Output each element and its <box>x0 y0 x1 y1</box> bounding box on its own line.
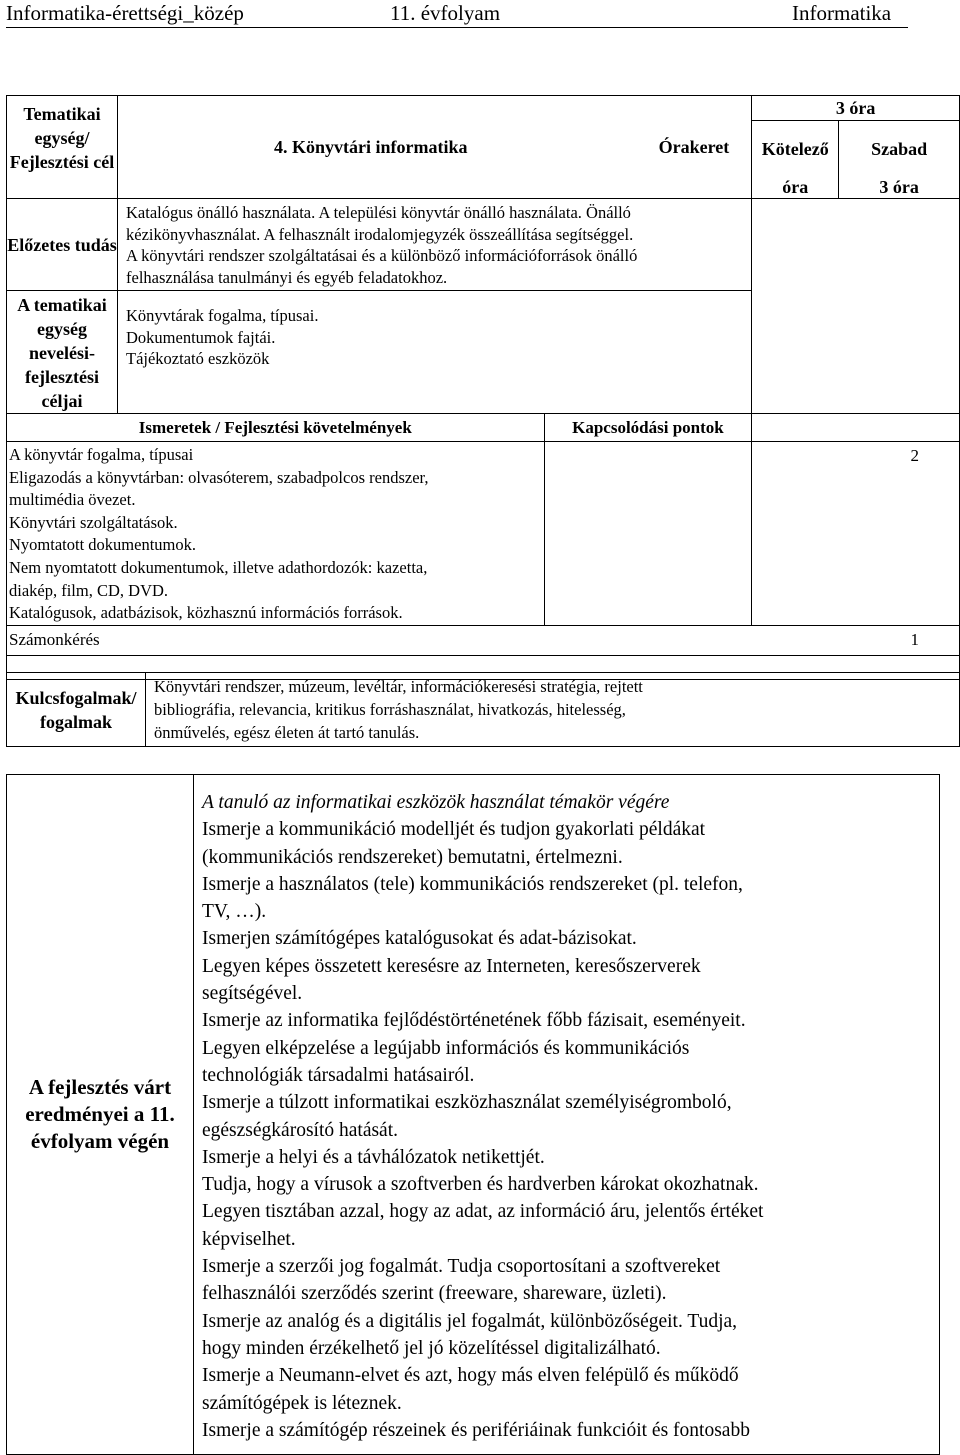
content-col2-header: Kapcsolódási pontok <box>544 414 752 442</box>
content-line: Katalógusok, adatbázisok, közhasznú információs források. <box>9 603 403 623</box>
result-line: TV, …). <box>202 901 267 923</box>
unit-title-cell <box>118 96 752 199</box>
unit-title: 4. Könyvtári informatika <box>274 136 468 157</box>
keywords-table <box>6 672 960 747</box>
blank-hours-cell <box>752 199 960 414</box>
result-line: számítógépek is léteznek. <box>202 1392 402 1414</box>
goals-text-cell <box>118 291 752 414</box>
header-center: 11. évfolyam <box>390 1 501 25</box>
kotelezo-unit: óra <box>782 177 809 197</box>
result-line: Tudja, hogy a vírusok a szoftverben és hardverben károkat okozhatnak. <box>202 1174 759 1196</box>
header-right: Informatika <box>792 1 892 25</box>
results-table <box>6 774 940 1455</box>
prior-line: A könyvtári rendszer szolgáltatásai és a különböző információforrások önálló <box>126 246 638 265</box>
result-line: Ismerje a számítógép részeinek és perifériáinak funkcióit és fontosabb <box>202 1419 750 1441</box>
content-line: diakép, film, CD, DVD. <box>9 580 169 600</box>
result-line: Legyen elképzelése a legújabb információs és kommunikációs <box>202 1037 690 1059</box>
goals-label: A tematikai egység nevelési-fejlesztési céljai <box>17 295 107 411</box>
result-line: hogy minden érzékelhető jel jó közelítéssel digitalizálható. <box>202 1337 661 1359</box>
prior-label-cell <box>7 199 118 291</box>
result-line: Ismerje a Neumann-elvet és azt, hogy más elven felépülő és működő <box>202 1365 739 1387</box>
unit-label-cell <box>7 96 118 199</box>
content-line: Nem nyomtatott dokumentumok, illetve adathordozók: kazetta, <box>9 557 428 577</box>
result-line: Ismerje a szerzői jog fogalmát. Tudja csoportosítani a szoftvereket <box>202 1256 721 1278</box>
content-text-cell <box>7 442 545 626</box>
content-hours: 2 <box>752 442 960 626</box>
keywords-label-cell <box>7 673 146 747</box>
keyword-line: Könyvtári rendszer, múzeum, levéltár, információkeresési stratégia, rejtett <box>154 677 643 696</box>
content-line: multimédia övezet. <box>9 490 136 510</box>
result-line: Ismerje a helyi és a távhálózatok netikettjét. <box>202 1146 545 1168</box>
exam-hours: 1 <box>752 625 960 655</box>
blank-cell <box>752 414 960 442</box>
goal-line: Tájékoztató eszközök <box>126 349 270 368</box>
result-line: felhasználói szerződés szerint (freeware, shareware, üzleti). <box>202 1283 667 1305</box>
results-text-cell <box>194 775 940 1455</box>
content-line: A könyvtár fogalma, típusai <box>9 445 194 464</box>
szabad-label: Szabad <box>871 139 928 159</box>
kotelezo-label: Kötelező <box>761 139 829 159</box>
result-line: technológiák társadalmi hatásairól. <box>202 1064 475 1086</box>
orakeret-label: Órakeret <box>658 136 730 157</box>
results-label: A fejlesztés várt eredményei a 11. évfolyam végén <box>25 1075 175 1153</box>
result-line: egészségkárosító hatását. <box>202 1119 399 1141</box>
result-line: segítségével. <box>202 983 303 1005</box>
prior-text-cell <box>118 199 752 291</box>
content-line: Eligazodás a könyvtárban: olvasóterem, szabadpolcos rendszer, <box>9 467 429 487</box>
prior-line: felhasználása tanulmányi és egyéb feladatokhoz. <box>126 267 448 287</box>
result-line: Ismerje az analóg és a digitális jel fogalmát, különbözőségeit. Tudja, <box>202 1310 738 1332</box>
result-line: képviselhet. <box>202 1228 296 1250</box>
unit-table <box>6 95 960 680</box>
goal-line: Könyvtárak fogalma, típusai. <box>126 306 319 325</box>
unit-label: Tematikai egység/ Fejlesztési cél <box>9 104 115 172</box>
exam-label: Számonkérés <box>7 625 752 655</box>
content-line: Könyvtári szolgáltatások. <box>9 512 178 532</box>
result-line: Ismerjen számítógépes katalógusokat és adat-bázisokat. <box>202 928 637 950</box>
szabad-value: 3 óra <box>879 177 919 197</box>
results-heading: A tanuló az informatikai eszközök használat témakör végére <box>202 792 670 813</box>
result-line: Ismerje a használatos (tele) kommunikációs rendszereket (pl. telefon, <box>202 873 743 895</box>
header-rule <box>6 27 908 28</box>
prior-line: Katalógus önálló használata. A települési könyvtár önálló használata. Önálló <box>126 203 631 222</box>
result-line: Legyen képes összetett keresésre az Interneten, keresőszerverek <box>202 955 701 977</box>
goals-label-cell <box>7 291 118 414</box>
prior-label: Előzetes tudás <box>7 234 117 255</box>
keywords-label: Kulcsfogalmak/ fogalmak <box>15 687 137 732</box>
results-label-cell <box>7 775 194 1455</box>
result-line: Legyen tisztában azzal, hogy az adat, az információ áru, jelentős értéket <box>202 1201 764 1223</box>
result-line: Ismerje az informatika fejlődéstörténetének főbb fázisait, eseményeit. <box>202 1010 746 1032</box>
connection-cell <box>544 442 752 626</box>
keyword-line: önművelés, egész életen át tartó tanulás. <box>154 723 420 742</box>
result-line: (kommunikációs rendszereket) bemutatni, értelmezni. <box>202 846 623 868</box>
prior-line: kézikönyvhasználat. A felhasznált irodalomjegyzék összeállítása segítséggel. <box>126 224 634 244</box>
content-col1-header: Ismeretek / Fejlesztési követelmények <box>7 414 545 442</box>
keywords-text-cell <box>146 673 960 747</box>
result-line: Ismerje a kommunikáció modelljét és tudjon gyakorlati példákat <box>202 819 706 841</box>
goal-line: Dokumentumok fajtái. <box>126 327 276 347</box>
hours-total: 3 óra <box>752 96 959 121</box>
content-line: Nyomtatott dokumentumok. <box>9 535 196 555</box>
header-left: Informatika-érettségi_közép <box>6 1 244 25</box>
keyword-line: bibliográfia, relevancia, kritikus forráshasználat, hivatkozás, hitelesség, <box>154 700 626 719</box>
result-line: Ismerje a túlzott informatikai eszközhasználat személyiségromboló, <box>202 1092 732 1114</box>
hours-cell <box>752 96 960 199</box>
